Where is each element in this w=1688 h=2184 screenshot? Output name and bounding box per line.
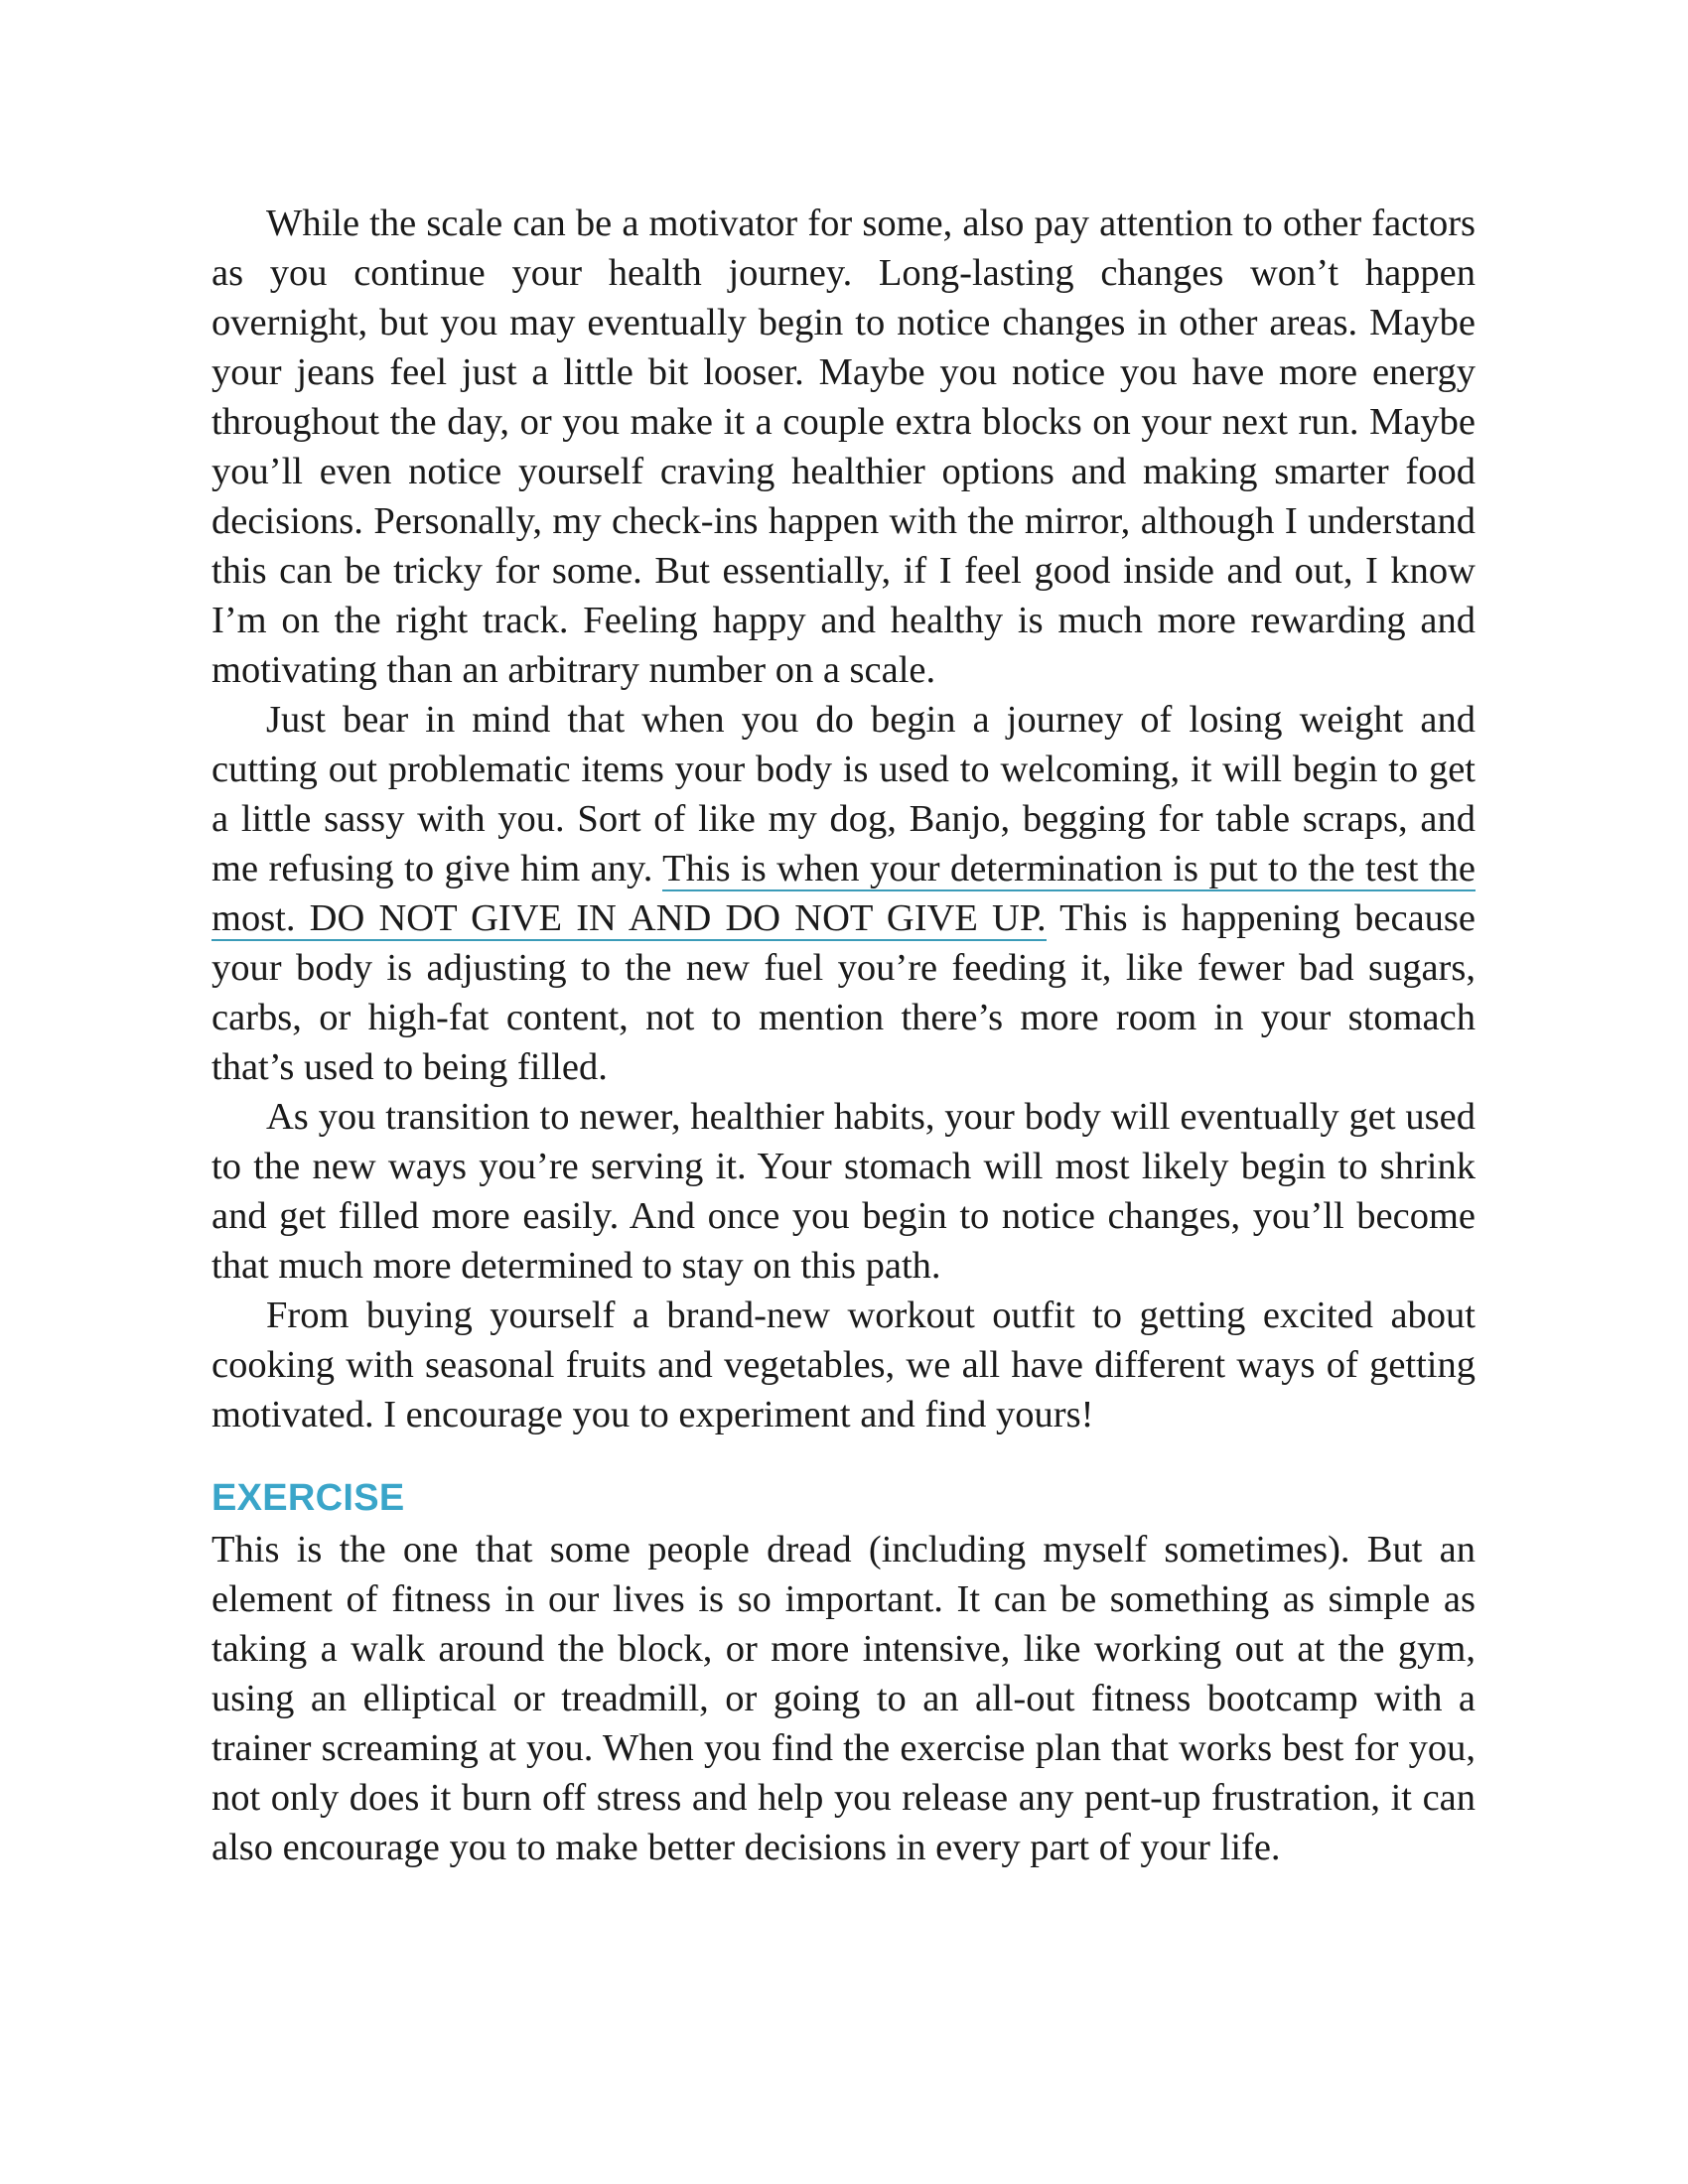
- paragraph-get-motivated: From buying yourself a brand-new workout outfit to getting excited about cooking with seasonal fruits and vegetables, we all have different ways of getting motivated. I encourage you to experiment and find yours!: [211, 1295, 1476, 1435]
- highlighted-quote: This is when your determination is put to the test the most. DO NOT GIVE IN AND DO NOT GIVE UP.: [211, 848, 1476, 939]
- paragraph-determination-intro: Just bear in mind that when you do begin a journey of losing weight and cutting out problematic items your body is used to welcoming, it will begin to get a little sassy with you. Sort of like my dog, Banjo, begging for table scraps, and me refusing to give him any.: [211, 699, 1476, 889]
- paragraph-exercise: This is the one that some people dread (including myself sometimes). But an element of fitness in our lives is so important. It can be something as simple as taking a walk around the block, or more intensive, like working out at the gym, using an elliptical or treadmill, or going to an all-out fitness bootcamp with a trainer screaming at you. When you find the exercise plan that works best for you, not only does it burn off stress and help you release any pent-up frustration, it can also encourage you to make better decisions in every part of your life.: [211, 1529, 1476, 1868]
- paragraph-determination-rest: This is happening because your body is adjusting to the new fuel you’re feeding it, like fewer bad sugars, carbs, or high-fat content, not to mention there’s more room in your stomach that’s used to being filled.: [211, 897, 1477, 1088]
- page-content: [211, 199, 1476, 1872]
- paragraph-scale-motivation: While the scale can be a motivator for some, also pay attention to other factors as you continue your health journey. Long-lasting changes won’t happen overnight, but you may eventually begin to notice changes in other areas. Maybe your jeans feel just a little bit looser. Maybe you notice you have more energy throughout the day, or you make it a couple extra blocks on your next run. Maybe you’ll even notice yourself craving healthier options and making smarter food decisions. Personally, my check-ins happen with the mirror, although I understand this can be tricky for some. But essentially, if I feel good inside and out, I know I’m on the right track. Feeling happy and healthy is much more rewarding and motivating than an arbitrary number on a scale.: [211, 203, 1476, 691]
- paragraph-determination: [211, 695, 1476, 1092]
- paragraph-new-habits: As you transition to newer, healthier habits, your body will eventually get used to the new ways you’re serving it. Your stomach will most likely begin to shrink and get filled more easily. And once you begin to notice changes, you’ll become that much more determined to stay on this path.: [211, 1096, 1476, 1287]
- section-heading-exercise: EXERCISE: [211, 1477, 405, 1519]
